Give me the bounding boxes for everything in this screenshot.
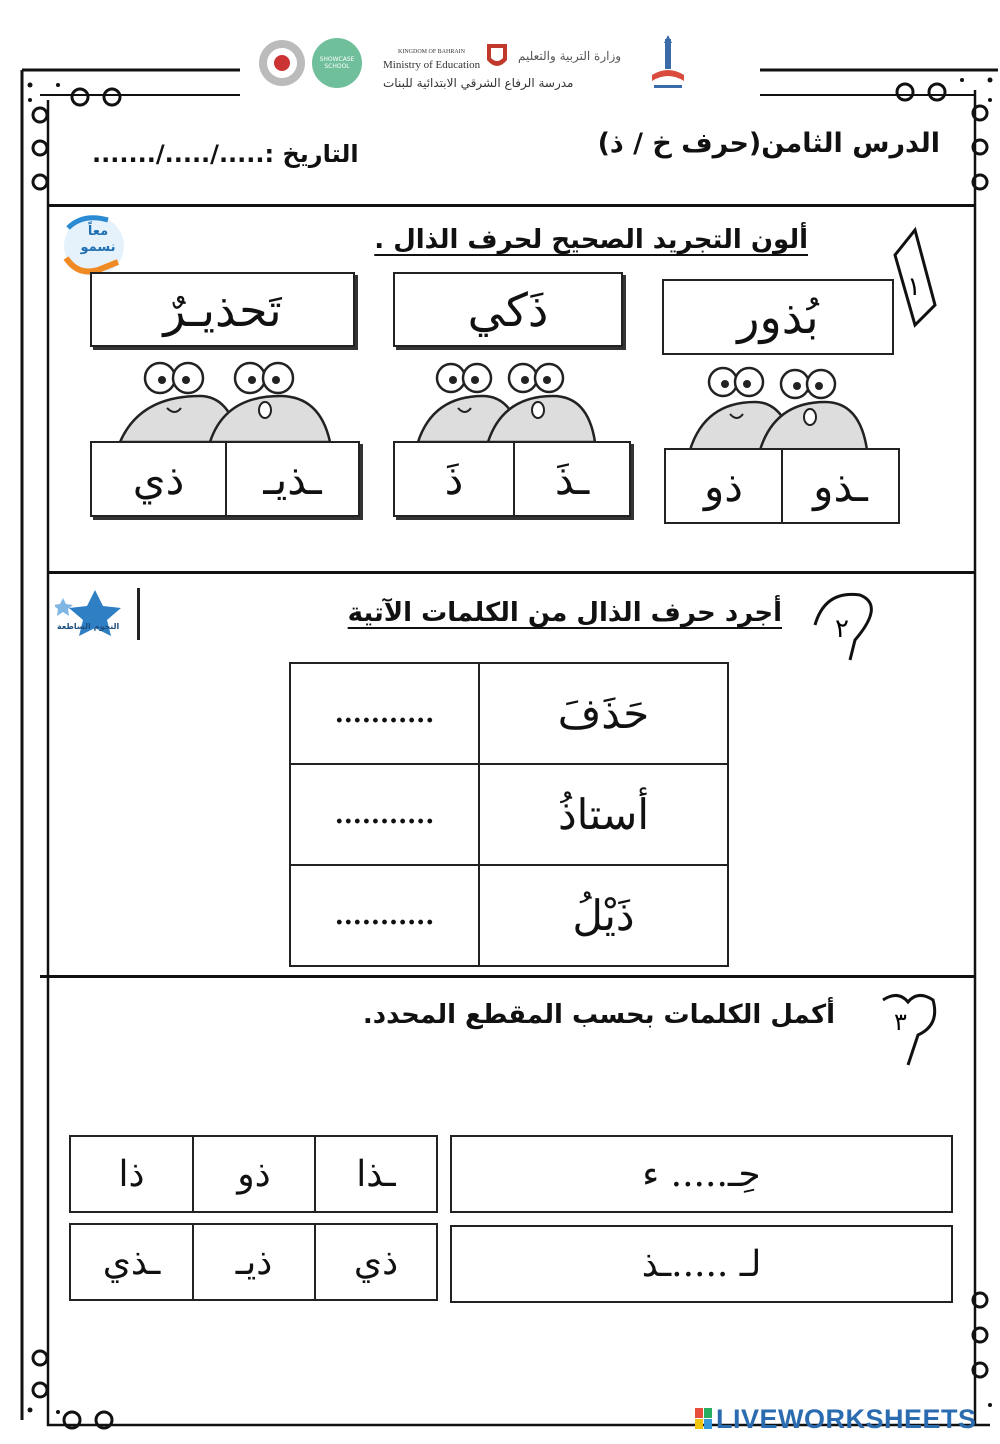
word-card-2 (393, 272, 623, 347)
prompt-text: حِـ..... ء (642, 1153, 761, 1195)
option-2b[interactable] (393, 441, 515, 517)
divider-2 (40, 975, 975, 978)
date-field[interactable]: التاريخ :...../...../....... (92, 140, 359, 168)
option-label: ـذَ (554, 454, 590, 504)
choice-2-3[interactable] (69, 1223, 194, 1301)
word-card-1 (662, 279, 894, 355)
header-logos (250, 35, 750, 100)
bahrain-emblem-icon (485, 42, 509, 72)
choice-label: ـذي (102, 1241, 161, 1283)
extract-table (289, 662, 729, 967)
option-label: ذَ (444, 454, 464, 504)
divider-1 (48, 571, 975, 574)
together-badge (58, 208, 130, 278)
choice-label: ذيـ (235, 1241, 273, 1283)
option-label: ذي (132, 454, 185, 504)
word-2: ذَكي (467, 282, 549, 337)
option-1b[interactable] (664, 448, 783, 524)
lesson-title: الدرس الثامن(حرف خ / ذ) (597, 128, 940, 159)
kingdom-label: KINGDOM OF BAHRAIN (398, 49, 466, 55)
choice-2-1[interactable] (314, 1223, 438, 1301)
svg-text:٣: ٣ (894, 1008, 907, 1036)
brand-text: LIVEWORKSHEETS (716, 1403, 977, 1434)
divider-top (48, 204, 975, 207)
word-cell: ذَيْلُ (479, 865, 728, 966)
section2-number (805, 585, 880, 665)
prompt-text: لـ .....ـذ (641, 1243, 762, 1285)
svg-text:١: ١ (907, 272, 921, 302)
number-three-icon (878, 990, 943, 1068)
badge-text: معاً نسمو (80, 224, 116, 255)
table-row (290, 865, 728, 966)
section3-instruction: أكمل الكلمات بحسب المقطع المحدد. (362, 1000, 835, 1030)
cookie-characters-icon (685, 362, 870, 454)
choice-1-2[interactable] (192, 1135, 316, 1213)
choice-1-1[interactable] (314, 1135, 438, 1213)
stars-logo-text: النجوم الساطعة (57, 622, 120, 631)
choice-2-2[interactable] (192, 1223, 316, 1301)
word-1: بُذور (737, 290, 819, 344)
answer-cell[interactable]: ........... (290, 865, 479, 966)
showcase-school-logo (312, 38, 362, 88)
word-cell: أستاذُ (479, 764, 728, 865)
section3-number (878, 990, 943, 1068)
option-3a[interactable] (225, 441, 360, 517)
svg-text:٢: ٢ (835, 614, 849, 644)
ministry-ar-label: وزارة التربية والتعليم (518, 49, 622, 63)
option-label: ـذو (813, 461, 868, 511)
word-cell: حَذَفَ (479, 663, 728, 764)
option-label: ـذيـ (263, 454, 322, 504)
cookie-characters-icon (413, 358, 598, 446)
table-row (290, 764, 728, 865)
answer-cell[interactable]: ........... (290, 764, 479, 865)
ministry-en-label: Ministry of Education (383, 59, 481, 71)
choice-label: ذو (237, 1153, 271, 1195)
number-two-icon (805, 585, 880, 665)
option-label: ذو (704, 461, 743, 511)
cookie-characters-icon (115, 358, 335, 446)
choice-1-3[interactable] (69, 1135, 194, 1213)
school-name: مدرسة الرفاع الشرقي الابتدائية للبنات (383, 76, 574, 90)
liveworksheets-logo (695, 1404, 977, 1434)
option-3b[interactable] (90, 441, 227, 517)
choice-label: ذا (118, 1153, 145, 1195)
table-row (290, 663, 728, 764)
liveworksheets-grid-icon (695, 1408, 713, 1430)
school-crest-icon (648, 35, 688, 93)
prompt-box-2[interactable] (450, 1225, 953, 1303)
anniversary-logo-icon (257, 38, 307, 88)
choice-label: ـذا (356, 1153, 396, 1195)
option-2a[interactable] (513, 441, 631, 517)
showcase-label: SHOWCASE SCHOOL (319, 56, 355, 70)
answer-cell[interactable]: ........... (290, 663, 479, 764)
stars-logo (55, 588, 145, 643)
word-3: تَحذيـرٌ (163, 282, 282, 337)
option-1a[interactable] (781, 448, 900, 524)
section2-instruction: أجرد حرف الذال من الكلمات الآتية (347, 598, 782, 628)
choice-label: ذي (353, 1241, 399, 1283)
prompt-box-1[interactable] (450, 1135, 953, 1213)
section1-instruction: ألون التجريد الصحيح لحرف الذال . (374, 225, 808, 255)
word-card-3 (90, 272, 355, 347)
